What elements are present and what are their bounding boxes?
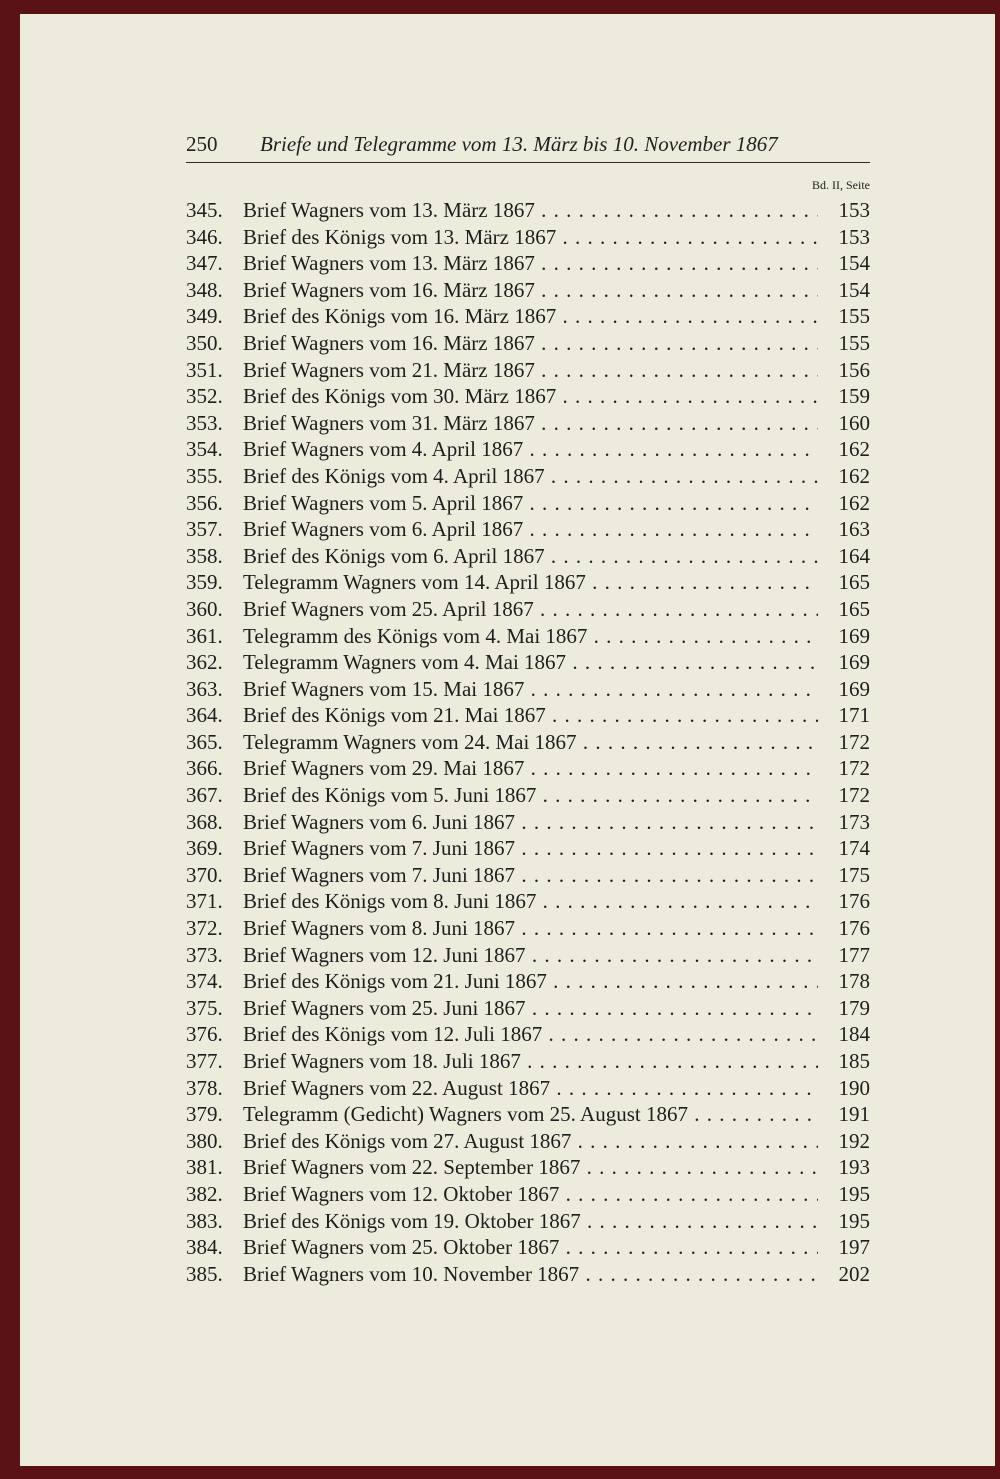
entry-title: Brief des Königs vom 30. März 1867 . . .: [243, 383, 818, 410]
entry-number: 365.: [186, 729, 223, 754]
entry-page-number: 163: [838, 517, 870, 542]
entry-page-number: 165: [838, 570, 870, 595]
entry-page-number: 202: [838, 1261, 870, 1286]
toc-entry: [186, 782, 870, 809]
page-number: 250: [186, 132, 218, 156]
entry-page-number: 190: [838, 1075, 870, 1100]
entry-title: Brief Wagners vom 31. März 1867 . . .: [243, 410, 818, 437]
toc-entry: [186, 835, 870, 862]
column-heading: Bd. II, Seite: [812, 178, 870, 192]
toc-entry: [186, 995, 870, 1022]
entry-number: 376.: [186, 1022, 223, 1047]
toc-entry: [186, 277, 870, 304]
entry-title: Brief Wagners vom 16. März 1867 . . .: [243, 330, 818, 357]
toc-entry: [186, 1075, 870, 1102]
entry-number: 356.: [186, 490, 223, 515]
toc-entry: [186, 1048, 870, 1075]
entry-title: Brief Wagners vom 7. Juni 1867 . . .: [243, 862, 818, 889]
entry-title: Brief des Königs vom 21. Juni 1867 . . .: [243, 968, 818, 995]
entry-page-number: 175: [838, 862, 870, 887]
entry-page-number: 169: [838, 623, 870, 648]
toc-entry: [186, 197, 870, 224]
entry-title: Brief Wagners vom 22. September 1867 . . .: [243, 1154, 818, 1181]
entry-title: Brief Wagners vom 25. Oktober 1867 . . .: [243, 1234, 818, 1261]
entry-title: Brief Wagners vom 7. Juni 1867 . . .: [243, 835, 818, 862]
entry-number: 346.: [186, 224, 223, 249]
toc-entry: [186, 543, 870, 570]
entry-title: Brief Wagners vom 6. Juni 1867 . . .: [243, 809, 818, 836]
entry-page-number: 155: [838, 330, 870, 355]
entry-number: 382.: [186, 1181, 223, 1206]
entry-number: 379.: [186, 1102, 223, 1127]
toc-entry: [186, 490, 870, 517]
toc-entry: [186, 888, 870, 915]
entry-title: Brief Wagners vom 12. Oktober 1867 . . .: [243, 1181, 818, 1208]
entry-page-number: 159: [838, 384, 870, 409]
toc-entry: [186, 436, 870, 463]
entry-page-number: 191: [838, 1102, 870, 1127]
toc-entry: [186, 729, 870, 756]
toc-entry: [186, 623, 870, 650]
page-header: [186, 132, 870, 163]
entry-title: Brief Wagners vom 25. April 1867 . . .: [243, 596, 818, 623]
contents-list: [186, 197, 870, 1287]
toc-entry: [186, 463, 870, 490]
toc-entry: [186, 1154, 870, 1181]
entry-number: 368.: [186, 809, 223, 834]
entry-page-number: 195: [838, 1208, 870, 1233]
entry-number: 371.: [186, 889, 223, 914]
entry-number: 373.: [186, 942, 223, 967]
toc-entry: [186, 755, 870, 782]
entry-page-number: 169: [838, 676, 870, 701]
entry-number: 352.: [186, 384, 223, 409]
toc-entry: [186, 1128, 870, 1155]
entry-title: Brief Wagners vom 13. März 1867 . . .: [243, 250, 818, 277]
entry-page-number: 156: [838, 357, 870, 382]
entry-page-number: 153: [838, 198, 870, 222]
toc-entry: [186, 942, 870, 969]
entry-title: Telegramm Wagners vom 14. April 1867 . . .: [243, 569, 818, 596]
toc-entry: [186, 1021, 870, 1048]
entry-page-number: 177: [838, 942, 870, 967]
entry-title: Brief Wagners vom 18. Juli 1867 . . .: [243, 1048, 818, 1075]
entry-page-number: 176: [838, 889, 870, 914]
entry-number: 372.: [186, 916, 223, 941]
toc-entry: [186, 1181, 870, 1208]
entry-number: 359.: [186, 570, 223, 595]
toc-entry: [186, 224, 870, 251]
toc-entry: [186, 1101, 870, 1128]
entry-number: 350.: [186, 330, 223, 355]
entry-number: 362.: [186, 650, 223, 675]
entry-number: 380.: [186, 1128, 223, 1153]
toc-entry: [186, 383, 870, 410]
entry-number: 357.: [186, 517, 223, 542]
toc-entry: [186, 330, 870, 357]
entry-title: Telegramm Wagners vom 24. Mai 1867 . . .: [243, 729, 818, 756]
entry-title: Brief Wagners vom 29. Mai 1867 . . .: [243, 755, 818, 782]
entry-number: 360.: [186, 596, 223, 621]
entry-title: Brief Wagners vom 6. April 1867 . . .: [243, 516, 818, 543]
entry-number: 378.: [186, 1075, 223, 1100]
entry-page-number: 192: [838, 1128, 870, 1153]
toc-entry: [186, 569, 870, 596]
entry-title: Brief des Königs vom 4. April 1867 . . .: [243, 463, 818, 490]
entry-page-number: 165: [838, 596, 870, 621]
entry-number: 345.: [186, 198, 223, 222]
entry-page-number: 155: [838, 304, 870, 329]
entry-title: Brief des Königs vom 12. Juli 1867 . . .: [243, 1021, 818, 1048]
entry-number: 347.: [186, 251, 223, 276]
toc-entry: [186, 862, 870, 889]
entry-title: Brief Wagners vom 13. März 1867 . . .: [243, 197, 818, 224]
entry-number: 381.: [186, 1155, 223, 1180]
entry-title: Brief Wagners vom 12. Juni 1867 . . .: [243, 942, 818, 969]
entry-title: Brief des Königs vom 27. August 1867 . . .: [243, 1128, 818, 1155]
entry-page-number: 169: [838, 650, 870, 675]
entry-page-number: 154: [838, 251, 870, 276]
toc-entry: [186, 303, 870, 330]
entry-page-number: 179: [838, 995, 870, 1020]
entry-number: 358.: [186, 543, 223, 568]
entry-page-number: 197: [838, 1235, 870, 1260]
entry-page-number: 154: [838, 277, 870, 302]
entry-number: 366.: [186, 756, 223, 781]
toc-entry: [186, 809, 870, 836]
entry-page-number: 160: [838, 410, 870, 435]
entry-number: 384.: [186, 1235, 223, 1260]
toc-entry: [186, 702, 870, 729]
entry-page-number: 162: [838, 437, 870, 462]
entry-page-number: 164: [838, 543, 870, 568]
entry-title: Brief Wagners vom 15. Mai 1867 . . .: [243, 676, 818, 703]
entry-page-number: 172: [838, 756, 870, 781]
entry-title: Brief Wagners vom 10. November 1867 . . .: [243, 1261, 818, 1288]
entry-number: 361.: [186, 623, 223, 648]
entry-number: 355.: [186, 463, 223, 488]
entry-title: Brief Wagners vom 25. Juni 1867 . . .: [243, 995, 818, 1022]
entry-page-number: 162: [838, 463, 870, 488]
toc-entry: [186, 968, 870, 995]
entry-page-number: 176: [838, 916, 870, 941]
entry-page-number: 193: [838, 1155, 870, 1180]
entry-number: 374.: [186, 969, 223, 994]
toc-entry: [186, 410, 870, 437]
toc-entry: [186, 915, 870, 942]
entry-number: 349.: [186, 304, 223, 329]
entry-number: 377.: [186, 1049, 223, 1073]
entry-number: 353.: [186, 410, 223, 435]
entry-number: 375.: [186, 995, 223, 1020]
entry-title: Telegramm des Königs vom 4. Mai 1867 . . .: [243, 623, 818, 650]
entry-number: 370.: [186, 862, 223, 887]
toc-entry: [186, 250, 870, 277]
entry-title: Brief Wagners vom 8. Juni 1867 . . .: [243, 915, 818, 942]
toc-entry: [186, 1234, 870, 1261]
toc-entry: [186, 596, 870, 623]
entry-title: Brief Wagners vom 4. April 1867 . . .: [243, 436, 818, 463]
entry-page-number: 195: [838, 1181, 870, 1206]
entry-title: Telegramm Wagners vom 4. Mai 1867 . . .: [243, 649, 818, 676]
entry-title: Brief des Königs vom 19. Oktober 1867 . . .: [243, 1208, 818, 1235]
entry-page-number: 173: [838, 809, 870, 834]
toc-entry: [186, 649, 870, 676]
entry-title: Brief des Königs vom 6. April 1867 . . .: [243, 543, 818, 570]
entry-title: Brief Wagners vom 21. März 1867 . . .: [243, 357, 818, 384]
running-title: Briefe und Telegramme vom 13. März bis 10. November 1867: [260, 132, 778, 156]
entry-number: 364.: [186, 703, 223, 728]
entry-page-number: 162: [838, 490, 870, 515]
entry-page-number: 153: [838, 224, 870, 249]
entry-title: Brief Wagners vom 16. März 1867 . . .: [243, 277, 818, 304]
entry-page-number: 172: [838, 729, 870, 754]
entry-title: Brief des Königs vom 21. Mai 1867 . . .: [243, 702, 818, 729]
entry-title: Brief des Königs vom 16. März 1867 . . .: [243, 303, 818, 330]
entry-number: 348.: [186, 277, 223, 302]
entry-title: Brief des Königs vom 13. März 1867 . . .: [243, 224, 818, 251]
toc-entry: [186, 676, 870, 703]
entry-page-number: 171: [838, 703, 870, 728]
entry-number: 351.: [186, 357, 223, 382]
entry-title: Brief Wagners vom 5. April 1867 . . .: [243, 490, 818, 517]
toc-entry: [186, 357, 870, 384]
toc-entry: [186, 516, 870, 543]
entry-title: Brief des Königs vom 5. Juni 1867 . . .: [243, 782, 818, 809]
entry-page-number: 184: [838, 1022, 870, 1047]
entry-number: 385.: [186, 1261, 223, 1286]
entry-number: 363.: [186, 676, 223, 701]
entry-number: 367.: [186, 783, 223, 808]
entry-page-number: 185: [838, 1049, 870, 1073]
entry-title: Brief Wagners vom 22. August 1867 . . .: [243, 1075, 818, 1102]
entry-number: 383.: [186, 1208, 223, 1233]
entry-number: 354.: [186, 437, 223, 462]
entry-page-number: 178: [838, 969, 870, 994]
toc-entry: [186, 1261, 870, 1288]
entry-number: 369.: [186, 836, 223, 861]
toc-entry: [186, 1208, 870, 1235]
entry-title: Telegramm (Gedicht) Wagners vom 25. August 1867 . . .: [243, 1101, 818, 1128]
entry-page-number: 172: [838, 783, 870, 808]
entry-page-number: 174: [838, 836, 870, 861]
entry-title: Brief des Königs vom 8. Juni 1867 . . .: [243, 888, 818, 915]
